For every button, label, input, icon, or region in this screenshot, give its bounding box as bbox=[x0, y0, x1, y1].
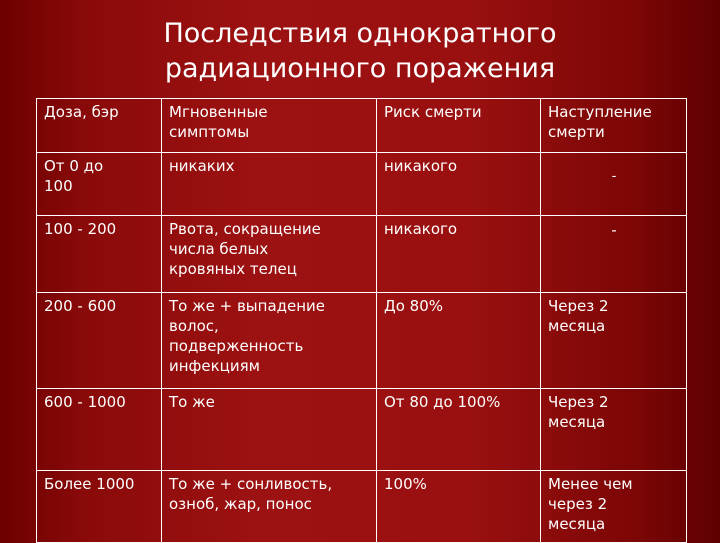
table-row bbox=[37, 389, 687, 471]
cell-death-onset: Через 2 месяца bbox=[541, 293, 687, 389]
cell-symptoms: никаких bbox=[162, 153, 377, 216]
slide-title-line-2: радиационного поражения bbox=[164, 53, 556, 84]
table-row bbox=[37, 153, 687, 216]
cell-dose: 100 - 200 bbox=[37, 216, 162, 293]
header-death-risk: Риск смерти bbox=[377, 99, 541, 153]
cell-dose: От 0 до 100 bbox=[37, 153, 162, 216]
table-row bbox=[37, 471, 687, 543]
cell-death-onset: - bbox=[541, 216, 687, 293]
cell-symptoms: То же + сонливость, озноб, жар, понос bbox=[162, 471, 377, 543]
cell-symptoms: То же bbox=[162, 389, 377, 471]
header-dose: Доза, бэр bbox=[37, 99, 162, 153]
cell-symptoms: То же + выпадение волос, подверженность инфекциям bbox=[162, 293, 377, 389]
cell-death-onset: Менее чем через 2 месяца bbox=[541, 471, 687, 543]
header-symptoms: Мгновенные симптомы bbox=[162, 99, 377, 153]
cell-death-onset: Через 2 месяца bbox=[541, 389, 687, 471]
cell-death-risk: От 80 до 100% bbox=[377, 389, 541, 471]
table-row bbox=[37, 216, 687, 293]
cell-dose: 600 - 1000 bbox=[37, 389, 162, 471]
cell-death-risk: До 80% bbox=[377, 293, 541, 389]
table-header-row bbox=[37, 99, 687, 153]
cell-death-risk: никакого bbox=[377, 216, 541, 293]
cell-death-risk: никакого bbox=[377, 153, 541, 216]
cell-death-risk: 100% bbox=[377, 471, 541, 543]
cell-death-onset: - bbox=[541, 153, 687, 216]
header-death-onset: Наступление смерти bbox=[541, 99, 687, 153]
cell-symptoms: Рвота, сокращение числа белых кровяных телец bbox=[162, 216, 377, 293]
table-row bbox=[37, 293, 687, 389]
cell-dose: 200 - 600 bbox=[37, 293, 162, 389]
slide-title bbox=[0, 16, 720, 86]
radiation-effects-table bbox=[36, 98, 687, 543]
slide-title-line-1: Последствия однократного bbox=[163, 18, 557, 49]
cell-dose: Более 1000 bbox=[37, 471, 162, 543]
